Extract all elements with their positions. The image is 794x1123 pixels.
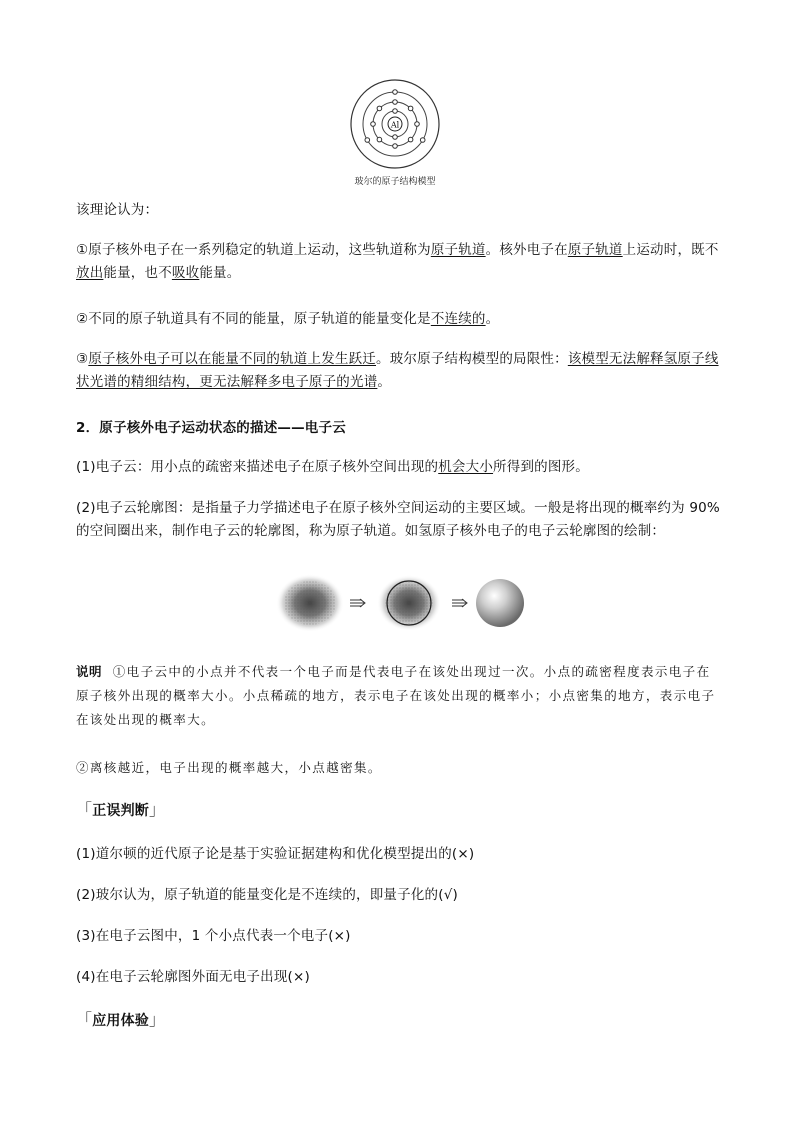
electron (377, 137, 382, 142)
arrow-icon (350, 599, 365, 607)
electron (365, 138, 370, 143)
p1-underline-4: 吸收 (171, 265, 200, 281)
figure-caption: 玻尔的原子结构模型 (354, 177, 436, 187)
electron (393, 100, 398, 105)
p1-text: 能量，也不 (103, 265, 172, 281)
arrow-icon (452, 599, 467, 607)
electron (393, 90, 398, 95)
p1-text: 。核外电子在 (485, 242, 568, 258)
note-text-1: ①电子云中的小点并不代表一个电子而是代表电子在该处出现过一次。小点的疏密程度表示电子在原子核外出现的概率大小。小点稀疏的地方，表示电子在该处出现的概率小；小点密集的地方，表示电子在该处出现的概率大。 (76, 664, 716, 727)
p4-text: (1)电子云：用小点的疏密来描述电子在原子核外空间出现的 (76, 459, 439, 475)
cloud-dots (284, 581, 336, 625)
judge-section-title (76, 798, 720, 823)
orbital-sphere (476, 579, 524, 627)
p2-text: 。 (485, 311, 500, 327)
paragraph-5: (2)电子云轮廓图：是指量子力学描述电子在原子核外空间运动的主要区域。一般是将出现的概率约为 90%的空间圈出来，制作电子云的轮廓图，称为原子轨道。如氢原子核外电子的电子云轮廓图的绘制： (76, 500, 720, 539)
bracket-close: 」 (149, 1010, 166, 1029)
p1-underline-1: 原子轨道 (430, 242, 486, 258)
p4-underline: 机会大小 (438, 459, 494, 475)
judge-item: (4)在电子云轮廓图外面无电子出现(×) (76, 969, 310, 985)
bracket-open: 「 (76, 800, 93, 819)
p1-underline-2: 原子轨道 (567, 242, 623, 258)
note-text-2: ②离核越近，电子出现的概率越大，小点越密集。 (76, 760, 382, 775)
paragraph-1 (76, 239, 720, 285)
p1-text: 上运动时，既不 (622, 242, 719, 258)
judge-title: 正误判断 (92, 803, 150, 819)
electron-cloud-figure (270, 572, 530, 634)
electron (393, 144, 398, 149)
paragraph-4 (76, 456, 720, 479)
note-label: 说明 (76, 664, 103, 679)
electron (415, 122, 420, 127)
apply-section-title (76, 1008, 720, 1033)
nucleus-label: Al (390, 120, 400, 130)
p2-text: ②不同的原子轨道具有不同的能量，原子轨道的能量变化是 (76, 311, 431, 327)
p3-underline-2: 该模型无法解释氢原子线状光谱的精细结构，更无法解释多电子原子的光谱 (76, 351, 719, 390)
p1-text: ①原子核外电子在一系列稳定的轨道上运动，这些轨道称为 (76, 242, 431, 258)
bohr-atom-diagram (345, 78, 445, 172)
apply-title: 应用体验 (92, 1013, 150, 1029)
note-block (76, 660, 720, 732)
bohr-model-figure (330, 78, 460, 187)
p1-text: 能量。 (199, 265, 241, 281)
electron (408, 137, 413, 142)
paragraph-2 (76, 308, 720, 331)
electron-cloud-diagram (270, 572, 530, 634)
judge-item: (3)在电子云图中，1 个小点代表一个电子(×) (76, 928, 351, 944)
electron (393, 109, 398, 114)
section-heading-2: 2．原子核外电子运动状态的描述——电子云 (76, 420, 346, 436)
electron (377, 106, 382, 111)
p2-underline: 不连续的 (430, 311, 486, 327)
electron (420, 138, 425, 143)
p3-underline-1: 原子核外电子可以在能量不同的轨道上发生跃迁 (88, 351, 377, 367)
p3-text: 。 (377, 374, 392, 390)
electron (408, 106, 413, 111)
p3-text: ③ (76, 351, 89, 367)
bracket-open: 「 (76, 1010, 93, 1029)
intro-text: 该理论认为： (76, 202, 159, 218)
p1-underline-3: 放出 (76, 265, 104, 281)
p3-text: 。玻尔原子结构模型的局限性： (376, 351, 568, 367)
electron (393, 135, 398, 140)
paragraph-3 (76, 348, 720, 394)
judge-item: (2)玻尔认为，原子轨道的能量变化是不连续的，即量子化的(√) (76, 887, 458, 903)
p4-text: 所得到的图形。 (493, 459, 589, 475)
judge-item: (1)道尔顿的近代原子论是基于实验证据建构和优化模型提出的(×) (76, 846, 475, 862)
electron (371, 122, 376, 127)
bracket-close: 」 (149, 800, 166, 819)
